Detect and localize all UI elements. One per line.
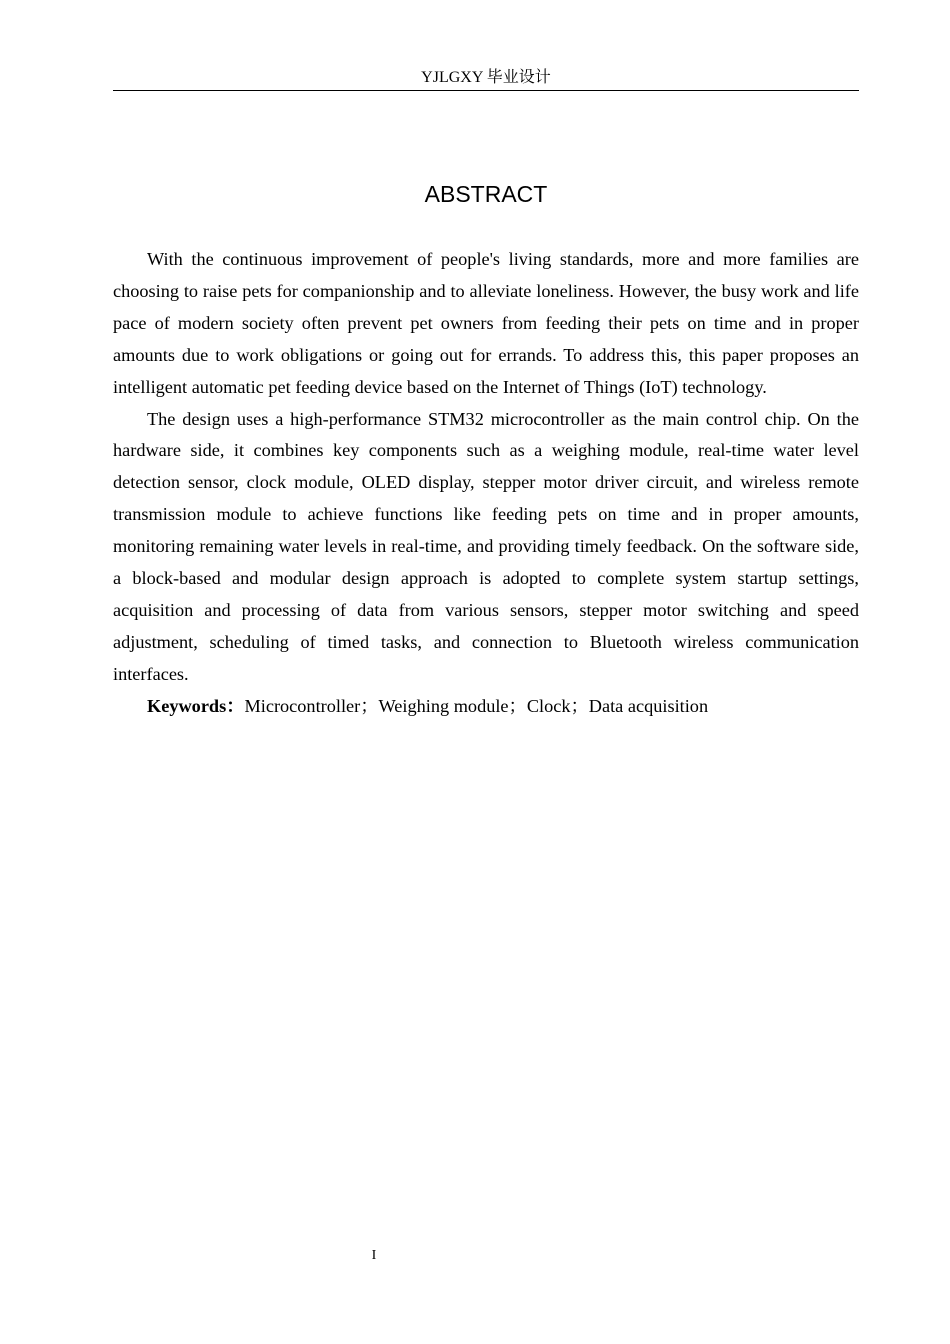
abstract-body xyxy=(113,244,859,723)
keywords-label: Keywords： xyxy=(147,695,245,716)
keywords-line xyxy=(113,691,859,723)
header-text: YJLGXY 毕业设计 xyxy=(421,69,551,86)
abstract-title: ABSTRACT xyxy=(424,181,548,207)
page-header xyxy=(113,66,859,91)
keywords-list: Microcontroller；Weighing module；Clock；Data acquisition xyxy=(244,695,709,716)
abstract-paragraph: The design uses a high-performance STM32 microcontroller as the main control chip. On the hardware side, it combines key components such as a weighing module, real-time water level detection sensor, clock module, OLED display, stepper motor driver circuit, and wireless remote transmission module to achieve functions like feeding pets on time and in proper amounts, monitoring remaining water levels in real-time, and providing timely feedback. On the software side, a block-based and modular design approach is adopted to complete system startup settings, acquisition and processing of data from various sensors, stepper motor switching and speed adjustment, scheduling of timed tasks, and connection to Bluetooth wireless communication interfaces. xyxy=(113,408,859,684)
page-number: I xyxy=(371,1248,377,1263)
abstract-paragraph: With the continuous improvement of people's living standards, more and more families are choosing to raise pets for companionship and to alleviate loneliness. However, the busy work and life pace of modern society often prevent pet owners from feeding their pets on time and in proper amounts due to work obligations or going out for errands. To address this, this paper proposes an intelligent automatic pet feeding device based on the Internet of Things (IoT) technology. xyxy=(113,249,859,397)
